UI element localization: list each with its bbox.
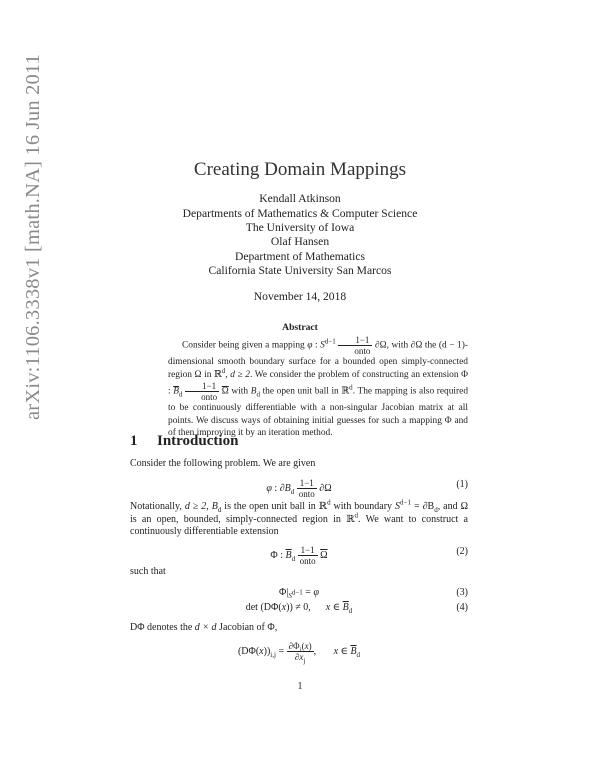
arxiv-identifier-stamp: arXiv:1106.3338v1 [math.NA] 16 Jun 2011 — [22, 53, 44, 420]
author-affiliation: The University of Iowa — [245, 221, 355, 235]
equation-jacobian: $(D\Phi(x))_{i,j}$ = $\frac{\partial\Phi_i(x)}{\partial x_j}$ , x ∈ $\overline{B}_d$ — [237, 641, 361, 665]
page-number: 1 — [297, 681, 303, 692]
equation-number: (1) — [456, 479, 468, 490]
equation-4: det (DΦ(x)) ≠ 0, x ∈ $\overline{B}_d$ (4) — [245, 602, 468, 615]
author-block-1 — [0, 192, 600, 236]
paragraph: Notationally, d ≥ 2, $B_d$ is the open unit ball in ℝ$^d$ with boundary $S^{d-1} = \partial B_d$, and Ω is an open, bounded, simply-connected region in ℝ$^d$. We want to construct a continuously differentiable extension — [130, 498, 468, 538]
equation-number: (3) — [456, 587, 468, 598]
section-number: 1 — [130, 433, 138, 449]
paragraph: such that — [130, 566, 166, 577]
section-heading — [130, 433, 238, 450]
equation-number: (2) — [456, 546, 468, 557]
equation-number: (4) — [456, 602, 468, 613]
author-affiliation: California State University San Marcos — [208, 264, 392, 278]
author-affiliation: Department of Mathematics — [234, 249, 366, 263]
equation-1: φ : $\partial B_d$ $\frac{1-1}{\text{onto}}$ ∂Ω (1) — [266, 478, 468, 499]
section-title: Introduction — [157, 433, 239, 449]
author-affiliation: Departments of Mathematics & Computer Science — [182, 206, 418, 220]
equation-3: $\Phi|_{S^{d-1}} = \varphi$ (3) — [279, 587, 468, 600]
author-name: Kendall Atkinson — [259, 192, 341, 205]
author-block-2 — [0, 235, 600, 279]
paragraph: Consider the following problem. We are given — [130, 458, 316, 469]
abstract-heading: Abstract — [282, 322, 318, 333]
paper-title: Creating Domain Mappings — [193, 159, 407, 180]
author-name: Olaf Hansen — [270, 235, 330, 248]
paragraph: DΦ denotes the d × d Jacobian of Φ, — [130, 622, 278, 633]
abstract-text: Consider being given a mapping φ : $S^{d-1}$ $\frac{1-1}{\text{onto}}$ ∂Ω, with ∂Ω the (d − 1)-dimensional smooth boundary surface for a bounded open simply-connected region Ω in ℝ$^d$, d ≥ 2. We consider the problem of constructing an extension Φ : $\overline{B}_d$ $\frac{1-1}{\text{onto}}$ $\overline{\Omega}$ with $B_d$ the open unit ball in ℝ$^d$. The mapping is also required to be continuously differentiable with a non-singular Jacobian matrix at all points. We discuss ways of obtaining initial guesses for such a mapping Φ and of then improving it by an iteration method. — [168, 335, 469, 438]
paper-date: November 14, 2018 — [253, 290, 347, 303]
equation-2: Φ : $\overline{B}_d$ $\frac{1-1}{\text{onto}}$ $\overline{\Omega}$ (2) — [270, 545, 468, 566]
